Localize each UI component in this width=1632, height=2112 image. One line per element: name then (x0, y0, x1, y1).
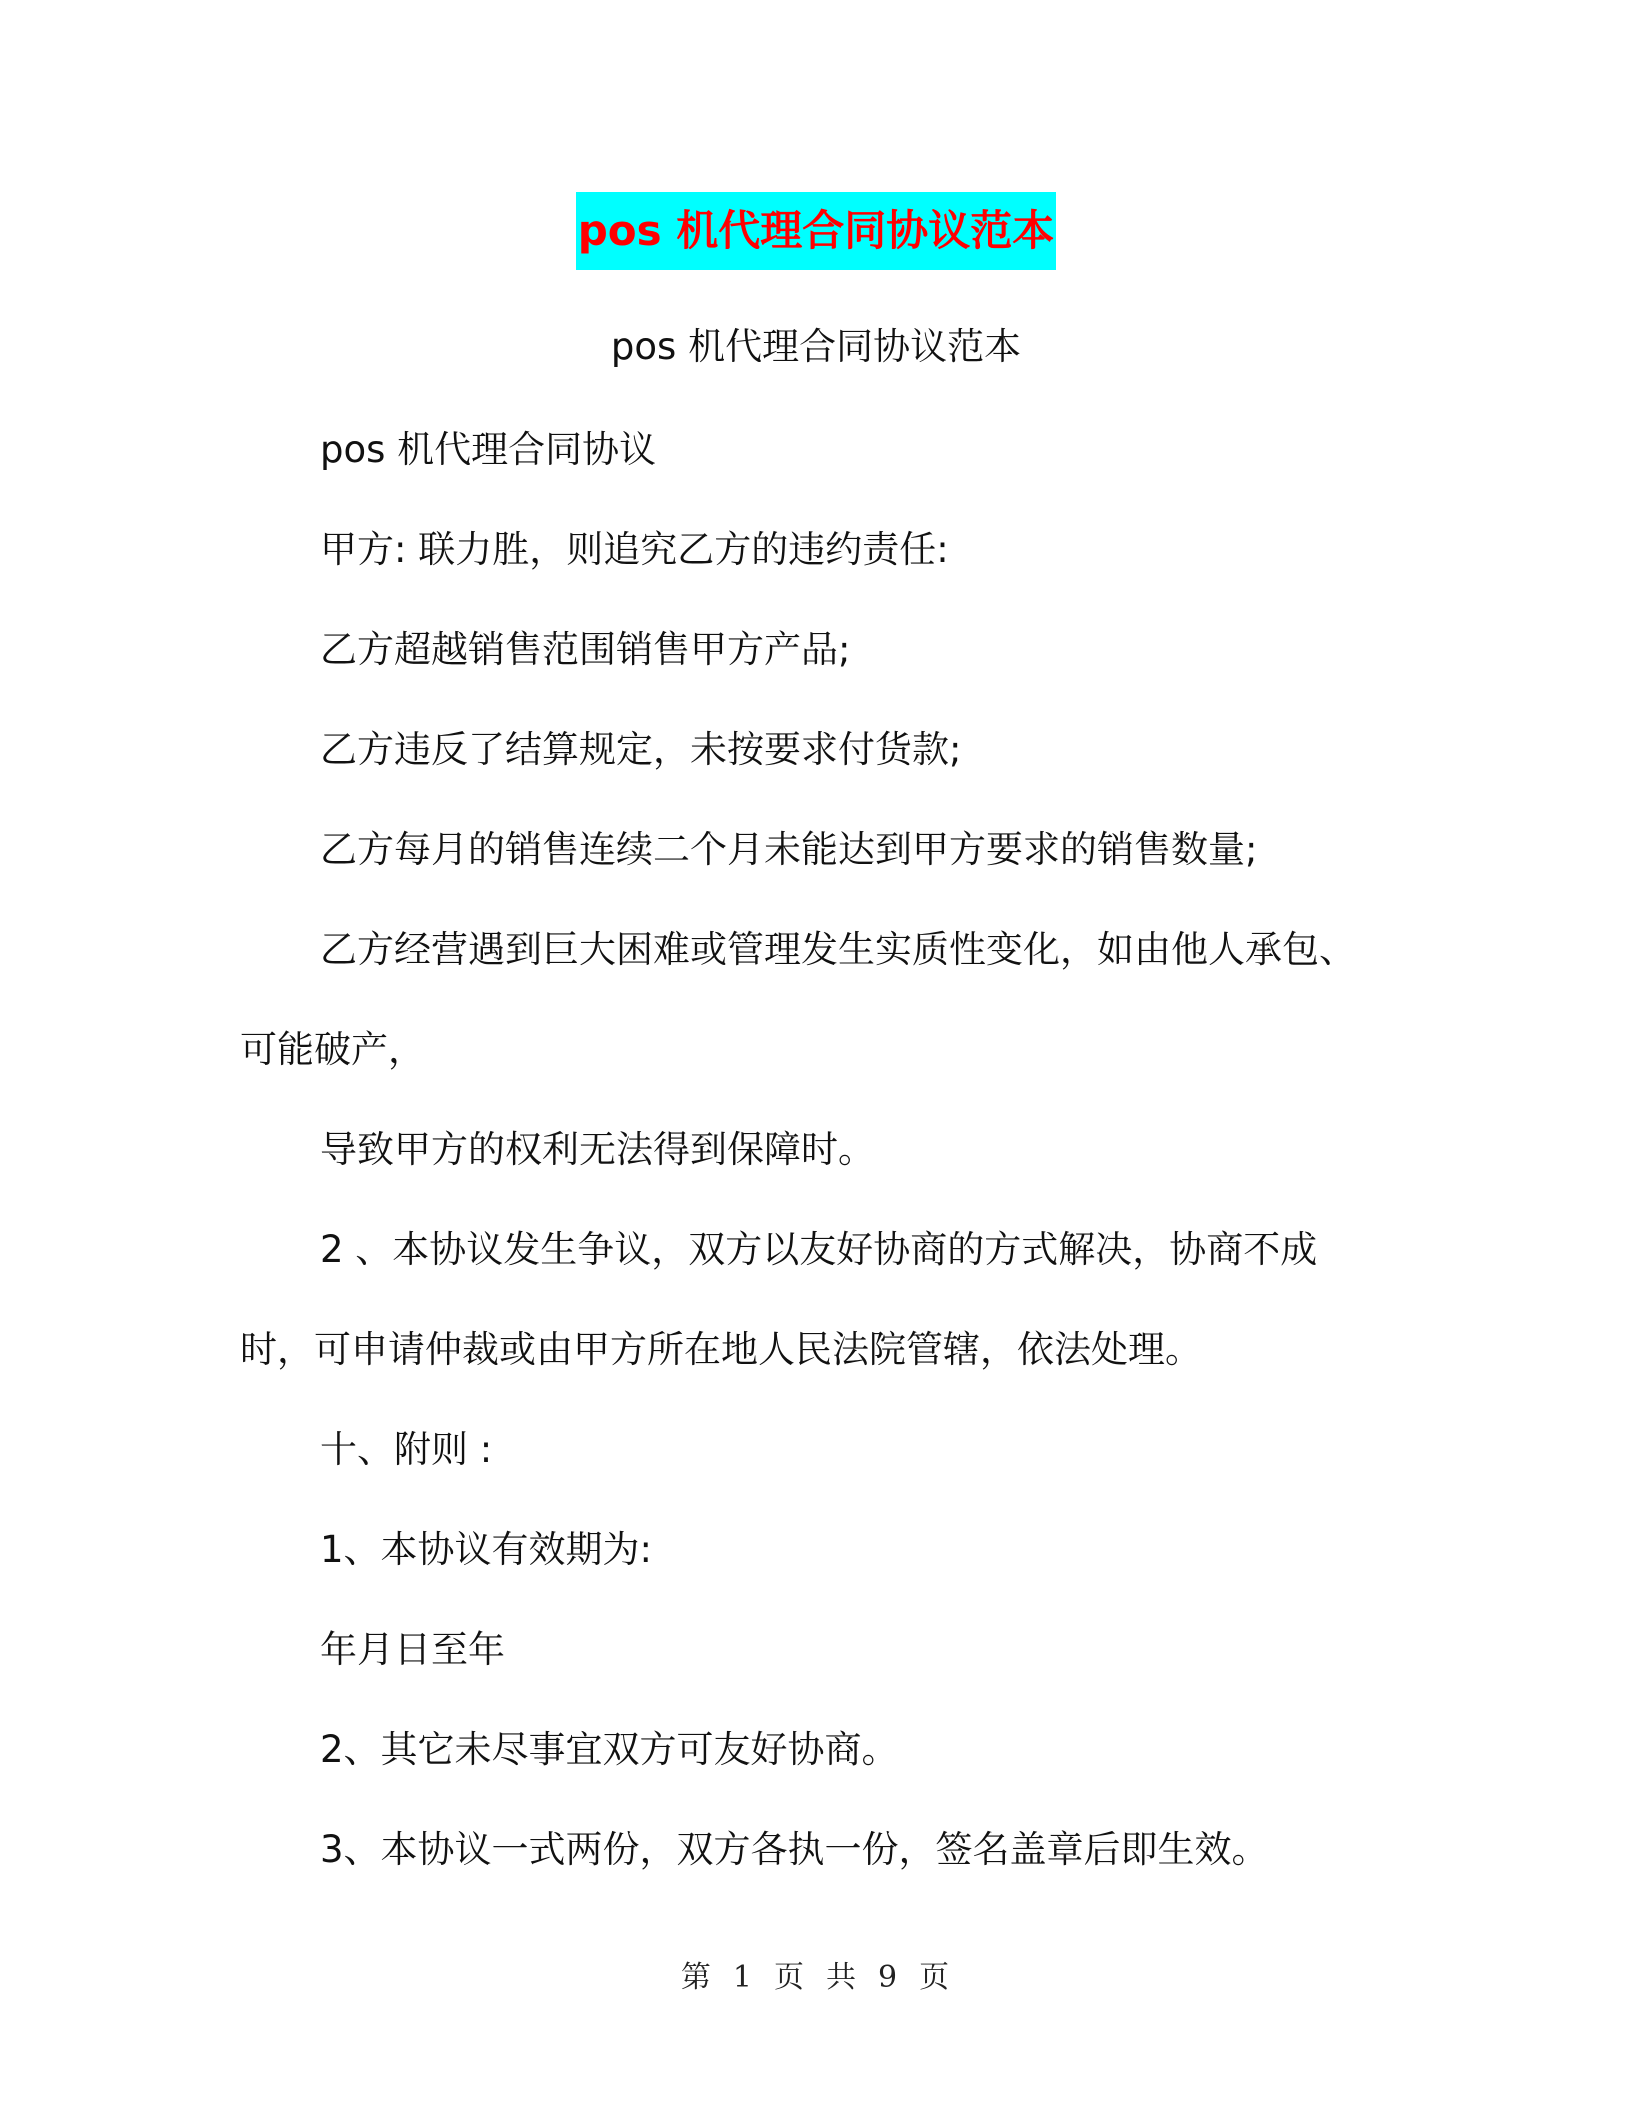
paragraph-line: 时，可申请仲裁或由甲方所在地人民法院管辖，依法处理。 (240, 1328, 1202, 1371)
paragraph-line: pos 机代理合同协议 (320, 428, 657, 471)
section-heading: 十、附则 : (320, 1428, 493, 1471)
paragraph-line: 2 、本协议发生争议，双方以友好协商的方式解决，协商不成 (320, 1228, 1318, 1271)
footer-label-unit: 页 (774, 1960, 806, 1995)
document-title: pos 机代理合同协议范本 (576, 192, 1057, 270)
footer-label-total: 共 (826, 1960, 858, 1995)
paragraph-line: 乙方经营遇到巨大困难或管理发生实质性变化，如由他人承包、 (320, 928, 1356, 971)
footer-total-pages: 9 (878, 1960, 900, 1995)
footer-label-page: 第 (680, 1960, 713, 1995)
paragraph-line: 甲方: 联力胜，则追究乙方的违约责任: (320, 528, 949, 571)
document-subtitle: pos 机代理合同协议范本 (610, 325, 1022, 368)
paragraph-line: 年月日至年 (320, 1628, 505, 1671)
title-container (0, 192, 1632, 270)
page-footer (0, 1958, 1632, 1998)
paragraph-line: 2、其它未尽事宜双方可友好协商。 (320, 1728, 899, 1771)
paragraph-line: 乙方违反了结算规定，未按要求付货款; (320, 728, 962, 771)
paragraph-line: 1、本协议有效期为: (320, 1528, 653, 1571)
paragraph-line: 乙方每月的销售连续二个月未能达到甲方要求的销售数量; (320, 828, 1258, 871)
paragraph-line: 3、本协议一式两份，双方各执一份，签名盖章后即生效。 (320, 1828, 1269, 1871)
paragraph-line: 导致甲方的权利无法得到保障时。 (320, 1128, 875, 1171)
paragraph-line: 可能破产， (240, 1028, 425, 1071)
paragraph-line: 乙方超越销售范围销售甲方产品; (320, 628, 851, 671)
footer-current-page: 1 (732, 1960, 754, 1995)
footer-label-unit2: 页 (919, 1960, 952, 1995)
